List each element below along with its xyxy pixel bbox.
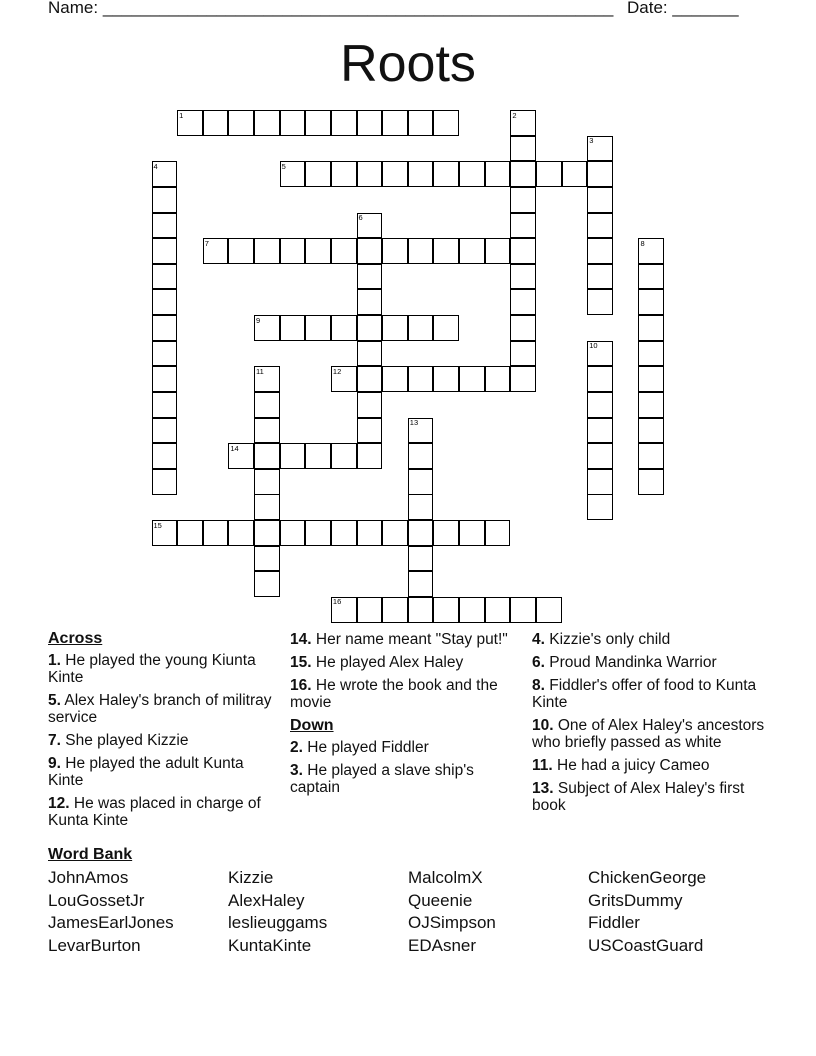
grid-cell[interactable] [331, 443, 357, 469]
grid-cell[interactable] [254, 418, 280, 444]
grid-cell[interactable] [357, 392, 383, 418]
grid-cell[interactable] [280, 443, 306, 469]
name-label: Name: [48, 0, 99, 17]
clue-number: 9 [256, 315, 261, 325]
clue-number: 8 [640, 238, 645, 248]
grid-cell[interactable] [254, 110, 280, 136]
down-heading: Down [290, 717, 334, 734]
grid-cell[interactable] [382, 110, 408, 136]
grid-cell[interactable] [382, 161, 408, 187]
grid-cell[interactable] [357, 161, 383, 187]
clue-down-6: 6. Proud Mandinka Warrior [532, 654, 717, 671]
clues-column-3 [532, 631, 768, 820]
grid-cell[interactable] [357, 341, 383, 367]
clue-down-2: 2. He played Fiddler [290, 739, 429, 756]
grid-cell[interactable] [587, 161, 613, 187]
grid-cell[interactable] [228, 238, 254, 264]
grid-cell[interactable] [510, 366, 536, 392]
grid-cell[interactable] [510, 161, 536, 187]
clue-across-15: 15. He played Alex Haley [290, 654, 464, 671]
grid-cell[interactable] [152, 341, 178, 367]
grid-cell[interactable] [587, 469, 613, 495]
grid-cell[interactable] [459, 597, 485, 623]
grid-cell[interactable] [382, 238, 408, 264]
word-bank-heading: Word Bank [48, 846, 133, 863]
word-bank-item: USCoastGuard [588, 935, 704, 955]
grid-cell[interactable] [152, 238, 178, 264]
word-bank-item: LevarBurton [48, 935, 141, 955]
grid-cell[interactable] [152, 366, 178, 392]
clue-number: 1 [179, 110, 184, 120]
grid-cell[interactable] [382, 315, 408, 341]
across-heading: Across [48, 630, 103, 647]
word-bank-item: KuntaKinte [228, 935, 312, 955]
clue-across-7: 7. She played Kizzie [48, 732, 189, 749]
word-bank-item: Fiddler [588, 913, 640, 932]
grid-cell[interactable] [638, 392, 664, 418]
word-bank-item: MalcolmX [408, 868, 483, 887]
grid-cell[interactable] [357, 238, 383, 264]
grid-cell[interactable] [408, 520, 434, 546]
clue-number: 11 [256, 366, 264, 376]
clues-column-1 [48, 630, 276, 835]
clue-down-3: 3. He played a slave ship's captain [290, 762, 474, 796]
grid-cell[interactable] [331, 520, 357, 546]
grid-cell[interactable] [305, 238, 331, 264]
clue-number: 4 [153, 161, 158, 171]
word-bank-item: OJSimpson [408, 913, 496, 932]
grid-cell[interactable] [459, 238, 485, 264]
clue-number: 16 [332, 597, 342, 607]
grid-cell[interactable] [305, 110, 331, 136]
clue-across-16: 16. He wrote the book and the movie [290, 677, 498, 711]
grid-cell[interactable] [638, 341, 664, 367]
grid-cell[interactable] [459, 366, 485, 392]
grid-cell[interactable] [254, 392, 280, 418]
word-bank-item: AlexHaley [228, 890, 305, 910]
grid-cell[interactable] [408, 238, 434, 264]
grid-cell[interactable] [228, 520, 254, 546]
clue-across-14: 14. Her name meant "Stay put!" [290, 631, 508, 648]
grid-cell[interactable] [305, 520, 331, 546]
grid-cell[interactable] [305, 315, 331, 341]
grid-cell[interactable] [433, 161, 459, 187]
grid-cell[interactable] [408, 571, 434, 597]
word-bank-item: EDAsner [408, 935, 477, 955]
grid-cell[interactable] [408, 161, 434, 187]
grid-cell[interactable] [433, 597, 459, 623]
clue-number: 3 [589, 136, 594, 146]
clue-down-8: 8. Fiddler's offer of food to Kunta Kinte [532, 677, 757, 711]
word-bank-column-1 [48, 867, 174, 957]
date-field [627, 0, 739, 18]
clue-number: 5 [281, 161, 286, 171]
grid-cell[interactable] [280, 315, 306, 341]
clue-number: 6 [358, 213, 363, 223]
word-bank-column-3 [408, 867, 496, 957]
grid-cell[interactable] [638, 289, 664, 315]
clue-number: 14 [230, 443, 239, 453]
grid-cell[interactable] [638, 443, 664, 469]
grid-cell[interactable] [254, 520, 280, 546]
grid-cell[interactable] [203, 520, 229, 546]
grid-cell[interactable] [357, 418, 383, 444]
clue-number: 7 [204, 238, 209, 248]
grid-cell[interactable] [638, 264, 664, 290]
grid-cell[interactable] [331, 110, 357, 136]
grid-cell[interactable] [587, 443, 613, 469]
word-bank-item: JamesEarlJones [48, 913, 174, 932]
date-label: Date: [627, 0, 668, 17]
grid-cell[interactable] [357, 597, 383, 623]
clue-number: 2 [512, 110, 517, 120]
grid-cell[interactable] [408, 494, 434, 520]
grid-cell[interactable] [382, 597, 408, 623]
grid-cell[interactable] [152, 392, 178, 418]
clue-down-10: 10. One of Alex Haley's ancestors who briefly passed as white [532, 717, 765, 751]
grid-cell[interactable] [152, 213, 178, 239]
grid-cell[interactable] [382, 366, 408, 392]
grid-cell[interactable] [152, 469, 178, 495]
clue-down-11: 11. He had a juicy Cameo [532, 757, 710, 774]
word-bank-column-4 [588, 867, 706, 957]
clue-down-4: 4. Kizzie's only child [532, 631, 671, 648]
grid-cell[interactable] [433, 238, 459, 264]
grid-cell[interactable] [587, 392, 613, 418]
grid-cell[interactable] [254, 238, 280, 264]
grid-cell[interactable] [357, 315, 383, 341]
grid-cell[interactable] [638, 469, 664, 495]
grid-cell[interactable] [408, 366, 434, 392]
grid-cell[interactable] [587, 187, 613, 213]
word-bank-item: Queenie [408, 890, 473, 910]
word-bank-item: Kizzie [228, 868, 274, 887]
clue-number: 12 [332, 366, 342, 376]
grid-cell[interactable] [587, 264, 613, 290]
grid-cell[interactable] [331, 238, 357, 264]
grid-cell[interactable] [357, 520, 383, 546]
grid-cell[interactable] [254, 494, 280, 520]
grid-cell[interactable] [357, 264, 383, 290]
grid-cell[interactable] [228, 110, 254, 136]
grid-cell[interactable] [587, 213, 613, 239]
grid-cell[interactable] [408, 443, 434, 469]
grid-cell[interactable] [408, 597, 434, 623]
clue-number: 15 [153, 520, 162, 530]
grid-cell[interactable] [280, 520, 306, 546]
grid-cell[interactable] [638, 315, 664, 341]
grid-cell[interactable] [510, 187, 536, 213]
word-bank-item: LouGossetJr [48, 890, 145, 910]
grid-cell[interactable] [638, 418, 664, 444]
clue-across-5: 5. Alex Haley's branch of militray service [48, 692, 272, 726]
grid-cell[interactable] [408, 469, 434, 495]
grid-cell[interactable] [510, 341, 536, 367]
grid-cell[interactable] [536, 597, 562, 623]
grid-cell[interactable] [254, 469, 280, 495]
grid-cell[interactable] [587, 366, 613, 392]
word-bank-item: GritsDummy [588, 890, 683, 910]
grid-cell[interactable] [357, 289, 383, 315]
name-blank: ______________________________________________________ [102, 0, 614, 17]
grid-cell[interactable] [510, 213, 536, 239]
clue-number: 13 [409, 418, 419, 428]
grid-cell[interactable] [587, 494, 613, 520]
grid-cell[interactable] [510, 238, 536, 264]
word-bank-item: leslieuggams [228, 913, 328, 932]
grid-cell[interactable] [382, 520, 408, 546]
word-bank-item: ChickenGeorge [588, 868, 707, 887]
grid-cell[interactable] [203, 110, 229, 136]
grid-cell[interactable] [280, 238, 306, 264]
grid-cell[interactable] [305, 161, 331, 187]
grid-cell[interactable] [331, 161, 357, 187]
grid-cell[interactable] [305, 443, 331, 469]
page-title: Roots [340, 35, 476, 93]
grid-cell[interactable] [408, 110, 434, 136]
name-field [48, 0, 613, 18]
grid-cell[interactable] [510, 289, 536, 315]
word-bank-item: JohnAmos [48, 868, 129, 887]
grid-cell[interactable] [638, 366, 664, 392]
clue-number: 10 [589, 341, 598, 351]
grid-cell[interactable] [459, 520, 485, 546]
grid-cell[interactable] [485, 597, 511, 623]
grid-cell[interactable] [254, 571, 280, 597]
grid-cell[interactable] [152, 443, 178, 469]
grid-cell[interactable] [254, 546, 280, 572]
grid-cell[interactable] [485, 366, 511, 392]
clue-across-1: 1. He played the young Kiunta Kinte [48, 652, 256, 686]
grid-cell[interactable] [485, 238, 511, 264]
grid-cell[interactable] [485, 520, 511, 546]
grid-cell[interactable] [433, 520, 459, 546]
grid-cell[interactable] [459, 161, 485, 187]
grid-cell[interactable] [485, 161, 511, 187]
grid-cell[interactable] [408, 315, 434, 341]
grid-cell[interactable] [177, 520, 203, 546]
grid-cell[interactable] [280, 110, 306, 136]
grid-cell[interactable] [152, 187, 178, 213]
grid-cell[interactable] [562, 161, 588, 187]
clue-down-13: 13. Subject of Alex Haley's first book [532, 780, 745, 814]
grid-cell[interactable] [587, 289, 613, 315]
grid-cell[interactable] [152, 264, 178, 290]
grid-cell[interactable] [357, 443, 383, 469]
clue-across-12: 12. He was placed in charge of Kunta Kinte [48, 795, 261, 829]
date-blank: _______ [672, 0, 739, 17]
grid-cell[interactable] [510, 264, 536, 290]
grid-cell[interactable] [357, 110, 383, 136]
grid-cell[interactable] [254, 443, 280, 469]
grid-cell[interactable] [536, 161, 562, 187]
grid-cell[interactable] [408, 546, 434, 572]
grid-cell[interactable] [587, 238, 613, 264]
grid-cell[interactable] [510, 597, 536, 623]
clues-column-2 [290, 631, 518, 802]
word-bank-column-2 [228, 867, 327, 957]
clue-across-9: 9. He played the adult Kunta Kinte [48, 755, 244, 789]
grid-cell[interactable] [152, 418, 178, 444]
grid-cell[interactable] [433, 110, 459, 136]
grid-cell[interactable] [510, 315, 536, 341]
grid-cell[interactable] [433, 315, 459, 341]
grid-cell[interactable] [587, 418, 613, 444]
grid-cell[interactable] [152, 315, 178, 341]
grid-cell[interactable] [357, 366, 383, 392]
grid-cell[interactable] [331, 315, 357, 341]
grid-cell[interactable] [433, 366, 459, 392]
grid-cell[interactable] [152, 289, 178, 315]
grid-cell[interactable] [510, 136, 536, 162]
